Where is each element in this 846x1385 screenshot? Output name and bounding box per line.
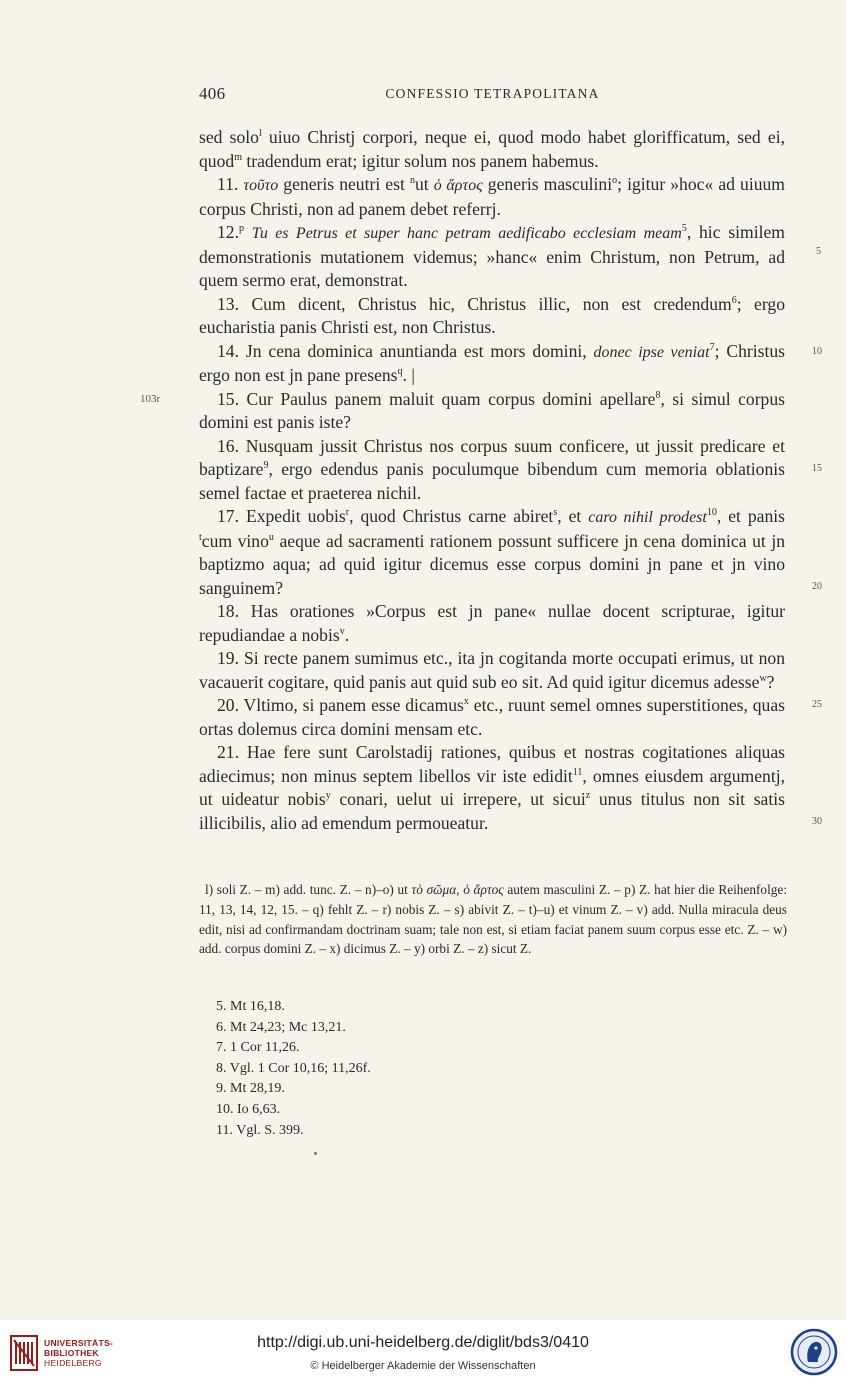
folio-marker: 103r: [140, 393, 161, 405]
line-number: 20: [812, 581, 822, 592]
paragraph-13: 13. Cum dicent, Christus hic, Christus illic, non est credendum$^6$; ergo eucharistia panis Christi est, non Christus.: [199, 293, 786, 337]
paragraph-16: 16. Nusquam jussit Christus nos corpus suum conficere, ut jussit predicare et baptizare$^9$, ergo edendus panis poculumque bibendum cum memoria oblationis semel factae et praeterea nichil.: [199, 435, 785, 503]
line-number: 15: [812, 463, 822, 474]
reference-item: 7. 1 Cor 11,26.: [216, 1040, 300, 1056]
paragraph-17: 17. Expedit uobis$^r$, quod Christus carne abiret$^s$, et caro nihil prodest$^{10}$, et panis $^t$cum vino$^u$ aeque ad sacramenti rationem possunt sufficere jn cena dominica ut jn baptizmo aqua; ad quid igitur dicemus esse corpus domini jn pane et jn vino sanguinem?: [199, 506, 785, 598]
reference-item: 5. Mt 16,18.: [216, 999, 285, 1014]
page-speck: [314, 1152, 317, 1155]
paragraph-15: 15. Cur Paulus panem maluit quam corpus domini apellare$^8$, si simul corpus domini est panis iste?: [199, 388, 785, 432]
paragraph-19: 19. Si recte panem sumimus etc., ita jn cogitanda morte occupati erimus, ut non vacauerit cogitare, quid panis aut quid sub eo sit. Ad quid igitur dicemus adesse$^w$?: [199, 648, 785, 692]
library-name[interactable]: UNIVERSITÄTS- BIBLIOTHEK HEIDELBERG: [44, 1338, 114, 1368]
reference-item: 8. Vgl. 1 Cor 10,16; 11,26f.: [216, 1060, 371, 1076]
reference-item: 9. Mt 28,19.: [216, 1081, 285, 1097]
line-number: 10: [812, 346, 822, 357]
paragraph-21: 21. Hae fere sunt Carolstadij rationes, quibus et nostras cogitationes aliquas adiecimus; non minus septem libellos vir iste edidit$^{11}$, omnes eiusdem argumentj, ut uideatur nobis$^y$ conari, uelut ui irrepere, ut sicui$^z$ unus titulus non sit satis illicibilis, alio ad emendum permoueatur.: [199, 742, 785, 833]
permalink-url[interactable]: http://digi.ub.uni-heidelberg.de/diglit/bds3/0410: [257, 1334, 589, 1351]
paragraph-18: 18. Has orationes »Corpus est jn pane« nullae docent scripturae, igitur repudiandae a nobis$^v$.: [199, 601, 785, 645]
critical-apparatus: l) soli Z. – m) add. tunc. Z. – n)–o) ut τὸ σῶμα, ὁ ἄρτος autem masculini Z. – p) Z. hat hier die Reihenfolge: 11, 13, 14, 12, 15. – q) fehlt Z. – r) nobis Z. – s) abivit Z. – t)–u) et vinum Z. – v) add. Nulla miracula deus edit, nisi ad confirmandam doctrinam suam; tale non est, si etiam faciat panem suum corpus esse etc. Z. – w) add. corpus domini Z. – x) dicimus Z. – y) orbi Z. – z) sicut Z.: [199, 882, 788, 957]
page-number: 406: [199, 84, 226, 103]
paragraph-12: 12.$^p$ Tu es Petrus et super hanc petram aedificabo ecclesiam meam$^5$, hic similem demonstrationis mutationem videmus; »hanc« enim Christum, non Petrum, ad quem sermo erat, demonstrat.: [199, 222, 785, 290]
academy-seal-icon[interactable]: [790, 1328, 838, 1376]
paragraph-20: 20. Vltimo, si panem esse dicamus$^x$ etc., ruunt semel omnes superstitiones, quas ortas dolemus circa domini mensam etc.: [199, 695, 785, 739]
paragraph-11: 11. τοῦτο generis neutri est $^n$ut ὁ ἄρτος generis masculini$^o$; igitur »hoc« ad uiuum corpus Christi, non ad panem debet referrj.: [199, 174, 785, 219]
reference-item: 6. Mt 24,23; Mc 13,21.: [216, 1019, 346, 1035]
copyright-notice: © Heidelberger Akademie der Wissenschaften: [310, 1360, 536, 1372]
running-title: CONFESSIO TETRAPOLITANA: [385, 86, 600, 101]
main-text: [199, 126, 785, 835]
viewer-footer: [0, 1320, 846, 1385]
reference-item: 10. Io 6,63.: [216, 1101, 281, 1117]
paragraph-14: 14. Jn cena dominica anuntianda est mors domini, donec ipse veniat$^7$; Christus ergo non est jn pane presens$^q$. |: [199, 340, 785, 385]
reference-notes: [216, 997, 516, 1141]
line-number: 5: [816, 246, 821, 257]
line-number: 30: [812, 816, 822, 827]
reference-item: 11. Vgl. S. 399.: [216, 1122, 304, 1138]
paragraph-0: sed solo$^l$ uiuo Christj corpori, neque ei, quod modo habet glorifficatum, sed ei, quod$^m$ tradendum erat; igitur solum nos panem habemus.: [199, 127, 786, 171]
line-number: 25: [812, 699, 822, 710]
